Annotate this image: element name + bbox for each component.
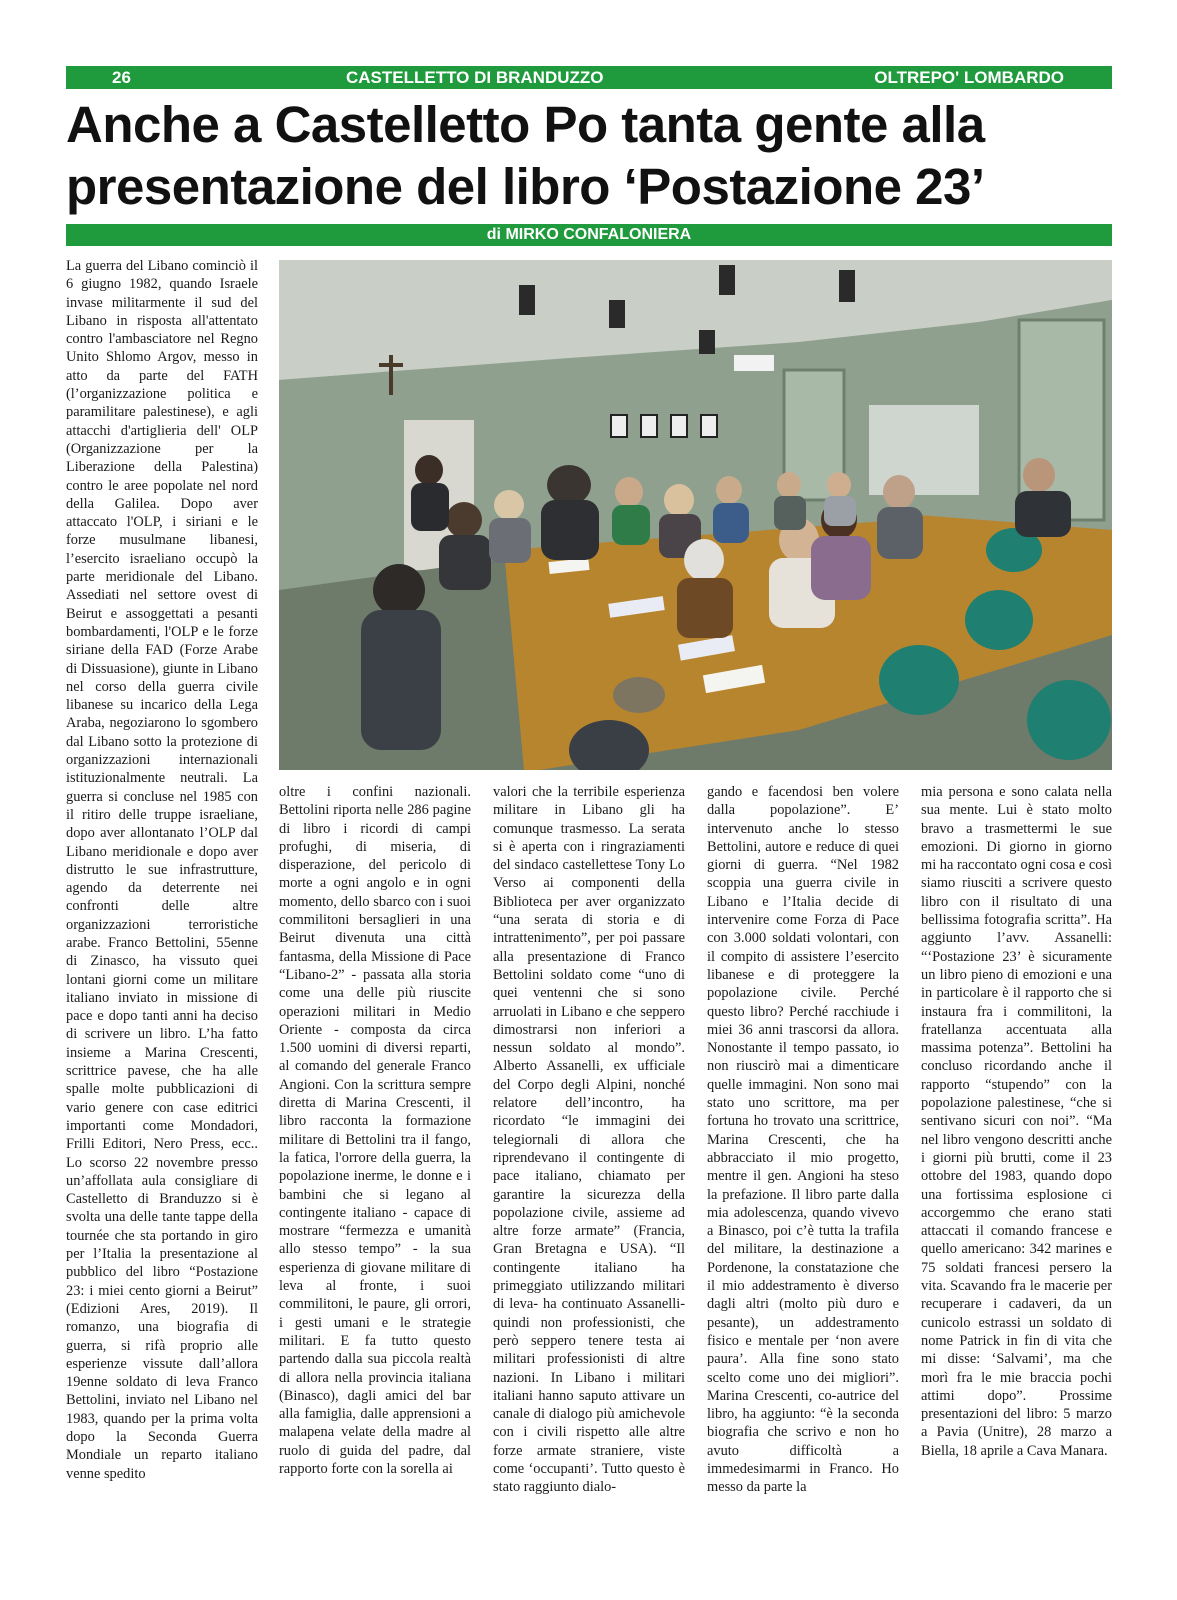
- section-region: OLTREPO' LOMBARDO: [874, 68, 1064, 87]
- chair: [965, 590, 1033, 650]
- article-column-1: La guerra del Libano cominciò il 6 giugno 1982, quando Israele invase militarmente il sud del Libano in risposta all'attentato contro l'ambasciatore nel Regno Unito Shlomo Argov, messo in atto da parte del FATH (l’organizzazione politica e paramilitare palestinese), e agli attacchi d'artiglieria dell' OLP (Organizzazione per la Liberazione della Palestina) contro le aree popolate nel nord della Galilea. Dopo aver attaccato l'OLP, i siriani e le forze musulmane libanesi, l’esercito israeliano occupò la parte meridionale del Libano. Assediati nel settore ovest di Beirut e assoggettati a pesanti bombardamenti, l'OLP e le forze siriane della FAD (Forze Arabe di Dissuasione), giunte in Libano nel corso della guerra civile libanese su incarico della Lega Araba, negoziarono lo sgombero dal Libano sotto la protezione di organizzazioni internazionali istituzionalmente neutrali. La guerra si concluse nel 1985 con il ritiro delle truppe israeliane, dopo aver allontanato l’OLP dal Libano meridionale e dopo aver distrutto le sue infrastrutture, agendo da deterrente nei confronti delle altre organizzazioni terroristiche arabe. Franco Bettolini, 55enne di Zinasco, ha vissuto quei lontani giorni come un militare italiano inviato in missione di pace e dopo tanti anni ha deciso di scrivere un libro. L’ha fatto insieme a Marina Crescenti, scrittrice pavese, che ha alle spalle molte pubblicazioni di vario genere con case editrici importanti come Mondadori, Frilli Editori, Nero Press, ecc.. Lo scorso 22 novembre presso un’affollata aula consigliare di Castelletto di Branduzzo si è svolta una delle tante tappe della tournée che sta portando in giro per l’Italia la presentazione al pubblico del libro “Postazione 23: i miei cento giorni a Beirut” (Edizioni Ares, 2019). Il romanzo, una biografia di guerra, si rifà proprio alle esperienze vissute dall’allora 19enne soldato di leva Franco Bettolini, inviato nel Libano nel 1983, quando per la prima volta dopo la Seconda Guerra Mondiale un reparto italiano venne spedito: [66, 258, 258, 1482]
- article-headline: [66, 94, 1126, 218]
- spotlight: [609, 300, 625, 328]
- article-column-4: gando e facendosi ben volere dalla popolazione”. E’ intervenuto anche lo stesso Bettolini, autore e reduce di quei giorni di guerra. “Nel 1982 scoppia una guerra civile in Libano e l’Italia decide di intervenire come Forza di Pace con 3.000 soldati volontari, con il compito di assistere l’esercito libanese e di proteggere la popolazione civile. Perché questo libro? Perché racchiude i miei 36 anni trascorsi da allora. Nonostante il tempo passato, io non riuscirò mai a dimenticare quelle immagini. Non sono mai stato uno scrittore, ma per fortuna ho trovato una scrittrice, Marina Crescenti, che ha abbracciato il mio progetto, mentre il gen. Angioni ha steso la prefazione. Il libro parte dalla mia adolescenza, quando vivevo a Binasco, poi c’è tutta la trafila del militare, la destinazione a Pordenone, la constatazione che il mio addestramento è diverso dagli altri (molto più duro e pesante), un addestramento fisico e mentale per ‘non avere paura’. Alla fine sono stato scelto come uno dei migliori”. Marina Crescenti, co-autrice del libro, ha aggiunto: “è la seconda biografia che scrivo e non ho avuto difficoltà a immedesimarmi in Franco. Ho messo da parte la: [707, 784, 899, 1496]
- section-town: CASTELLETTO DI BRANDUZZO: [346, 68, 604, 87]
- chair: [879, 645, 959, 715]
- page-header-bar: [66, 66, 1112, 89]
- photo-board: [869, 405, 979, 495]
- article-column-3: valori che la terribile esperienza militare in Libano gli ha comunque trasmesso. La serata si è aperta con i ringraziamenti del sindaco castellettese Tony Lo Verso ai componenti della Biblioteca per aver organizzato “una serata di storia e di intrattenimento”, per poi passare alla presentazione di Franco Bettolini soldato come “uno di quei ventenni che si sono arruolati in Libano e che seppero dimostrarsi non inferiori a nessun soldato al mondo”. Alberto Assanelli, ex ufficiale del Corpo degli Alpini, nonché relatore dell’incontro, ha ricordato “le immagini dei telegiornali di allora che riprendevano il contingente di pace italiano, chiamato per garantire la sicurezza della popolazione civile, assieme ad altre forze armate” (Francia, Gran Bretagna e USA). “Il contingente italiano ha primeggiato utilizzando militari di leva- ha continuato Assanelli- quindi non professionisti, che però seppero tenere testa ai militari professionisti di altre nazioni. In Libano i militari italiani hanno saputo attivare un canale di dialogo più amichevole con i civili rispetto alle altre forze armate straniere, viste come ‘occupanti’. Tutto questo è stato raggiunto dialo-: [493, 784, 685, 1496]
- event-photo: [279, 260, 1112, 770]
- byline-bar: [66, 224, 1112, 246]
- spotlight: [719, 265, 735, 295]
- spotlight: [519, 285, 535, 315]
- article-column-2: oltre i confini nazionali. Bettolini riporta nelle 286 pagine di libro i ricordi di campi profughi, di miseria, di disperazione, del pericolo di morte a ogni angolo e in ogni momento, dello sbarco con i suoi commilitoni bersaglieri in una Beirut divenuta una città fantasma, della Missione di Pace “Libano-2” - passata alla storia come una delle più riuscite operazioni militari in Medio Oriente - composta da circa 1.500 uomini di diversi reparti, al comando del generale Franco Angioni. Con la scrittura sempre diretta di Marina Crescenti, il libro racconta la formazione militare di Bettolini tra il fango, la fatica, l'orrore della guerra, la popolazione inerme, le donne e i bambini che si legano al contingente italiano - capace di mostrare “fermezza e umanità allo stesso tempo” - la sua esperienza di giovane militare di leva al fronte, i suoi commilitoni, le paure, gli orrori, i gesti umani e le strategie militari. E fa tutto questo partendo dalla sua piccola realtà di allora nella provincia italiana (Binasco), dagli amici del bar alla famiglia, dalle apprensioni a malapena velate della madre al ruolo di guida del padre, dal rapporto forte con la sorella ai: [279, 784, 471, 1477]
- air-conditioner: [734, 355, 774, 371]
- headline-line-1: Anche a Castelletto Po tanta gente alla: [66, 96, 985, 153]
- chair: [1027, 680, 1111, 760]
- page-number: 26: [112, 68, 131, 87]
- byline: di MIRKO CONFALONIERA: [486, 226, 692, 243]
- spotlight: [699, 330, 715, 354]
- headline-line-2: presentazione del libro ‘Postazione 23’: [66, 158, 985, 215]
- spotlight: [839, 270, 855, 302]
- article-column-5: mia persona e sono calata nella sua mente. Lui è stato molto bravo a trasmettermi le sue emozioni. Di giorno in giorno mi ha raccontato ogni cosa e così siamo riusciti a scrivere questo libro con il risultato di una bellissima fotografia scritta”. Ha aggiunto l’avv. Assanelli: “‘Postazione 23’ è sicuramente un libro pieno di emozioni e una in particolare è il rapporto che si instaura fra i commilitoni, la fratellanza accentuata alla massima potenza”. Bettolini ha concluso ricordando anche il rapporto “stupendo” con la popolazione palestinese, “che si sentivano sicuri con noi”. “Ma nel libro vengono descritti anche i giorni più brutti, come il 23 ottobre del 1983, quando dopo una fortissima esplosione ci accorgemmo che erano stati attaccati il comando francese e quello americano: 342 marines e 75 soldati francesi persero la vita. Scavando fra le macerie per recuperare i cadaveri, da un cunicolo estrassi un soldato di nome Patrick in fin di vita che mi disse: ‘Salvami’, ma che morì fra le mie braccia pochi attimi dopo”. Prossime presentazioni del libro: 5 marzo a Pavia (Unitre), 28 marzo a Biella, 18 aprile a Cava Manara.: [921, 784, 1112, 1459]
